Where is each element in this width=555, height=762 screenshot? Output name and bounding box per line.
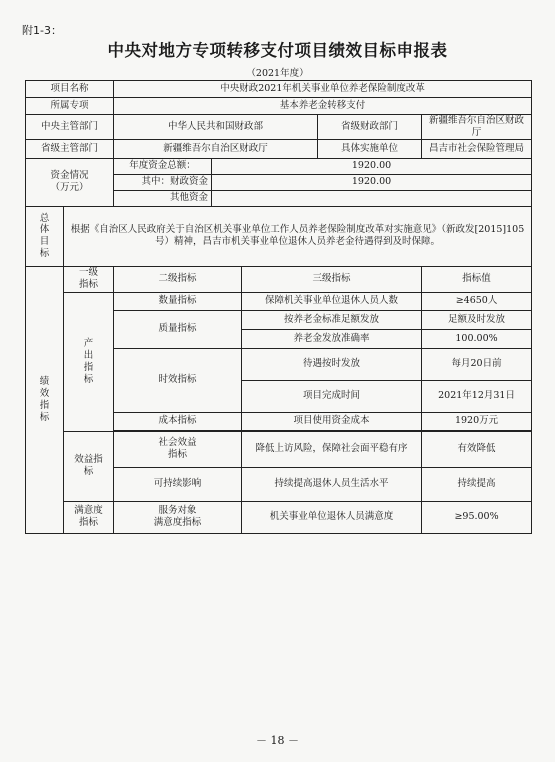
quality-label: 质量指标 — [114, 310, 242, 348]
time-label: 时效指标 — [114, 348, 242, 412]
indicator-name: 按养老金标准足额发放 — [242, 310, 422, 329]
row-quantity — [26, 292, 532, 310]
impl-unit-value: 昌吉市社会保险管理局 — [422, 139, 532, 158]
project-name-label: 项目名称 — [26, 81, 114, 98]
output-label-char: 标 — [83, 373, 94, 385]
attachment-label: 附1-3： — [22, 24, 62, 37]
sustain-label: 可持续影响 — [114, 467, 242, 501]
indicator-name: 养老金发放准确率 — [242, 329, 422, 348]
row-satisfaction — [26, 501, 532, 533]
year-label: （2021年度） — [246, 68, 309, 79]
goal-label — [26, 206, 64, 266]
prov-finance-label: 省级财政部门 — [318, 115, 422, 140]
row-central-dept — [26, 115, 532, 140]
funds-label-line2: （万元） — [50, 182, 89, 194]
goal-label-char: 体 — [39, 224, 50, 236]
central-dept-label: 中央主管部门 — [26, 115, 114, 140]
indicator-name: 保障机关事业单位退休人员人数 — [242, 292, 422, 310]
indicator-value: 2021年12月31日 — [422, 380, 532, 412]
indicator-value: 每月20日前 — [422, 348, 532, 380]
row-indicator-header — [26, 266, 532, 292]
performance-target-table — [25, 80, 532, 534]
goal-label-char: 标 — [39, 248, 50, 260]
prov-dept-value: 新疆维吾尔自治区财政厅 — [114, 139, 318, 158]
goal-label-char: 目 — [39, 236, 50, 248]
indicator-value: 足额及时发放 — [422, 310, 532, 329]
indicator-value: ≥4650人 — [422, 292, 532, 310]
funds-other-label: 其他资金 — [114, 190, 212, 206]
special-label: 所属专项 — [26, 98, 114, 115]
indicators-label-char: 指 — [39, 399, 50, 411]
benefit-label: 效益指 标 — [64, 431, 114, 501]
cost-label: 成本指标 — [114, 412, 242, 430]
indicators-label-char: 绩 — [39, 376, 50, 387]
funds-label-line1: 资金情况 — [50, 170, 89, 182]
indicator-value: 持续提高 — [422, 467, 532, 501]
funds-fiscal-value: 1920.00 — [212, 174, 532, 190]
output-label — [64, 292, 114, 431]
prov-dept-label: 省级主管部门 — [26, 139, 114, 158]
funds-label — [26, 158, 114, 206]
header-value: 指标值 — [422, 266, 532, 292]
indicators-label-char: 标 — [39, 411, 50, 423]
indicator-value: 有效降低 — [422, 431, 532, 467]
funds-total-label: 年度资金总额： — [114, 158, 212, 174]
satisfaction-sub-label: 服务对象 满意度指标 — [114, 501, 242, 533]
page-number: － 18 － — [256, 734, 299, 747]
indicator-name: 降低上访风险，保障社会面平稳有序 — [242, 431, 422, 467]
row-special — [26, 98, 532, 115]
indicator-name: 项目完成时间 — [242, 380, 422, 412]
output-label-char: 指 — [83, 361, 94, 373]
header-level2: 二级指标 — [114, 266, 242, 292]
impl-unit-label: 具体实施单位 — [318, 139, 422, 158]
social-label: 社会效益 指标 — [114, 431, 242, 467]
funds-fiscal-label: 其中：财政资金 — [114, 174, 212, 190]
indicator-name: 持续提高退休人员生活水平 — [242, 467, 422, 501]
goal-text: 根据《自治区人民政府关于自治区机关事业单位工作人员养老保险制度改革对实施意见》（新政发[2015]105号）精神，昌吉市机关事业单位退休人员养老金待遇得到及时保障。 — [64, 206, 532, 266]
indicators-label-char: 效 — [39, 387, 50, 399]
indicator-value: 1920万元 — [422, 412, 532, 430]
indicators-label — [26, 266, 64, 533]
output-label-char: 产 — [83, 338, 94, 349]
indicator-name: 项目使用资金成本 — [242, 412, 422, 430]
output-label-char: 出 — [83, 349, 94, 361]
row-project-name — [26, 81, 532, 98]
quantity-label: 数量指标 — [114, 292, 242, 310]
row-funds-total — [26, 158, 532, 174]
indicator-name: 待遇按时发放 — [242, 348, 422, 380]
page-title: 中央对地方专项转移支付项目绩效目标申报表 — [107, 41, 448, 60]
indicator-value: ≥95.00% — [422, 501, 532, 533]
row-prov-dept — [26, 139, 532, 158]
goal-label-char: 总 — [39, 212, 50, 224]
row-social — [26, 431, 532, 467]
header-level1: 一级 指标 — [64, 266, 114, 292]
central-dept-value: 中华人民共和国财政部 — [114, 115, 318, 140]
project-name-value: 中央财政2021年机关事业单位养老保险制度改革 — [114, 81, 532, 98]
indicator-value: 100.00% — [422, 329, 532, 348]
special-value: 基本养老金转移支付 — [114, 98, 532, 115]
indicator-name: 机关事业单位退休人员满意度 — [242, 501, 422, 533]
funds-total-value: 1920.00 — [212, 158, 532, 174]
row-goal — [26, 206, 532, 266]
header-level3: 三级指标 — [242, 266, 422, 292]
funds-other-value — [212, 190, 532, 206]
prov-finance-value: 新疆维吾尔自治区财政厅 — [422, 115, 532, 140]
satisfaction-label: 满意度 指标 — [64, 501, 114, 533]
